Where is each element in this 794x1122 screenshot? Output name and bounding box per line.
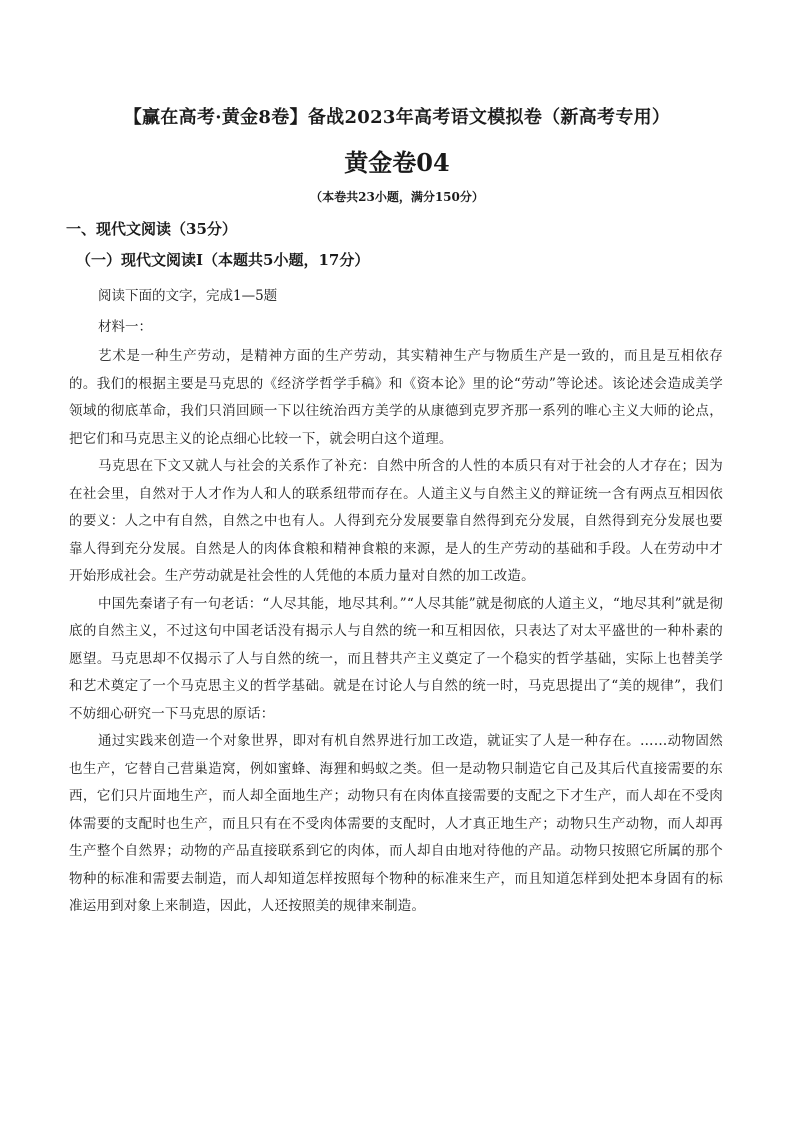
paper-subtitle: （本卷共23小题，满分150分） — [310, 190, 484, 204]
material-label: 材料一： — [98, 319, 152, 335]
section-heading: 一、现代文阅读（35分） — [66, 220, 237, 238]
subsection-heading: （一）现代文阅读Ⅰ（本题共5小题，17分） — [76, 251, 370, 269]
paragraph: 中国先秦诸子有一句老话：“人尽其能，地尽其利。”“人尽其能”就是彻底的人道主义，“地尽其利”就是彻底的自然主义，不过这句中国老话没有揭示人与自然的统一和互相因依，只表达了对太平盛世的一种朴素的愿望。马克思却不仅揭示了人与自然的统一，而且替共产主义奠定了一个稳实的哲学基础，实际上也替美学和艺术奠定了一个马克思主义的哲学基础。就是在讨论人与自然的统一时，马克思提出了“美的规律”，我们不妨细心研究一下马克思的原话： — [69, 595, 723, 722]
paragraph: 艺术是一种生产劳动，是精神方面的生产劳动，其实精神生产与物质生产是一致的，而且是互相依存的。我们的根据主要是马克思的《经济学哲学手稿》和《资本论》里的论“劳动”等论述。该论述会造成美学领域的彻底革命，我们只消回顾一下以往统治西方美学的从康德到克罗齐那一系列的唯心主义大师的论点，把它们和马克思主义的论点细心比较一下，就会明白这个道理。 — [69, 348, 723, 447]
passage-body — [69, 343, 723, 921]
paper-title: 黄金卷04 — [344, 148, 450, 177]
paragraph: 通过实践来创造一个对象世界，即对有机自然界进行加工改造，就证实了人是一种存在。……动物固然也生产，它替自己营巢造窝，例如蜜蜂、海狸和蚂蚁之类。但一是动物只制造它自己及其后代直接需要的东西，它们只片面地生产，而人却全面地生产；动物只有在肉体直接需要的支配之下才生产，而人却在不受肉体需要的支配时也生产，而且只有在不受肉体需要的支配时，人才真正地生产；动物只生产动物，而人却再生产整个自然界；动物的产品直接联系到它的肉体，而人却自由地对待他的产品。动物只按照它所属的那个物种的标准和需要去制造，而人却知道怎样按照每个物种的标准来生产，而且知道怎样到处把本身固有的标准运用到对象上来制造，因此，人还按照美的规律来制造。 — [69, 733, 723, 914]
reading-instruction: 阅读下面的文字，完成1—5题 — [98, 288, 278, 304]
paragraph: 马克思在下文又就人与社会的关系作了补充：自然中所含的人性的本质只有对于社会的人才存在；因为在社会里，自然对于人才作为人和人的联系纽带而存在。人道主义与自然主义的辩证统一含有两点互相因依的要义：人之中有自然，自然之中也有人。人得到充分发展要靠自然得到充分发展，自然得到充分发展也要靠人得到充分发展。自然是人的肉体食粮和精神食粮的来源，是人的生产劳动的基础和手段。人在劳动中才开始形成社会。生产劳动就是社会性的人凭他的本质力量对自然的加工改造。 — [69, 458, 723, 584]
exam-series-title: 【赢在高考·黄金8卷】备战2023年高考语文模拟卷（新高考专用） — [123, 107, 671, 128]
